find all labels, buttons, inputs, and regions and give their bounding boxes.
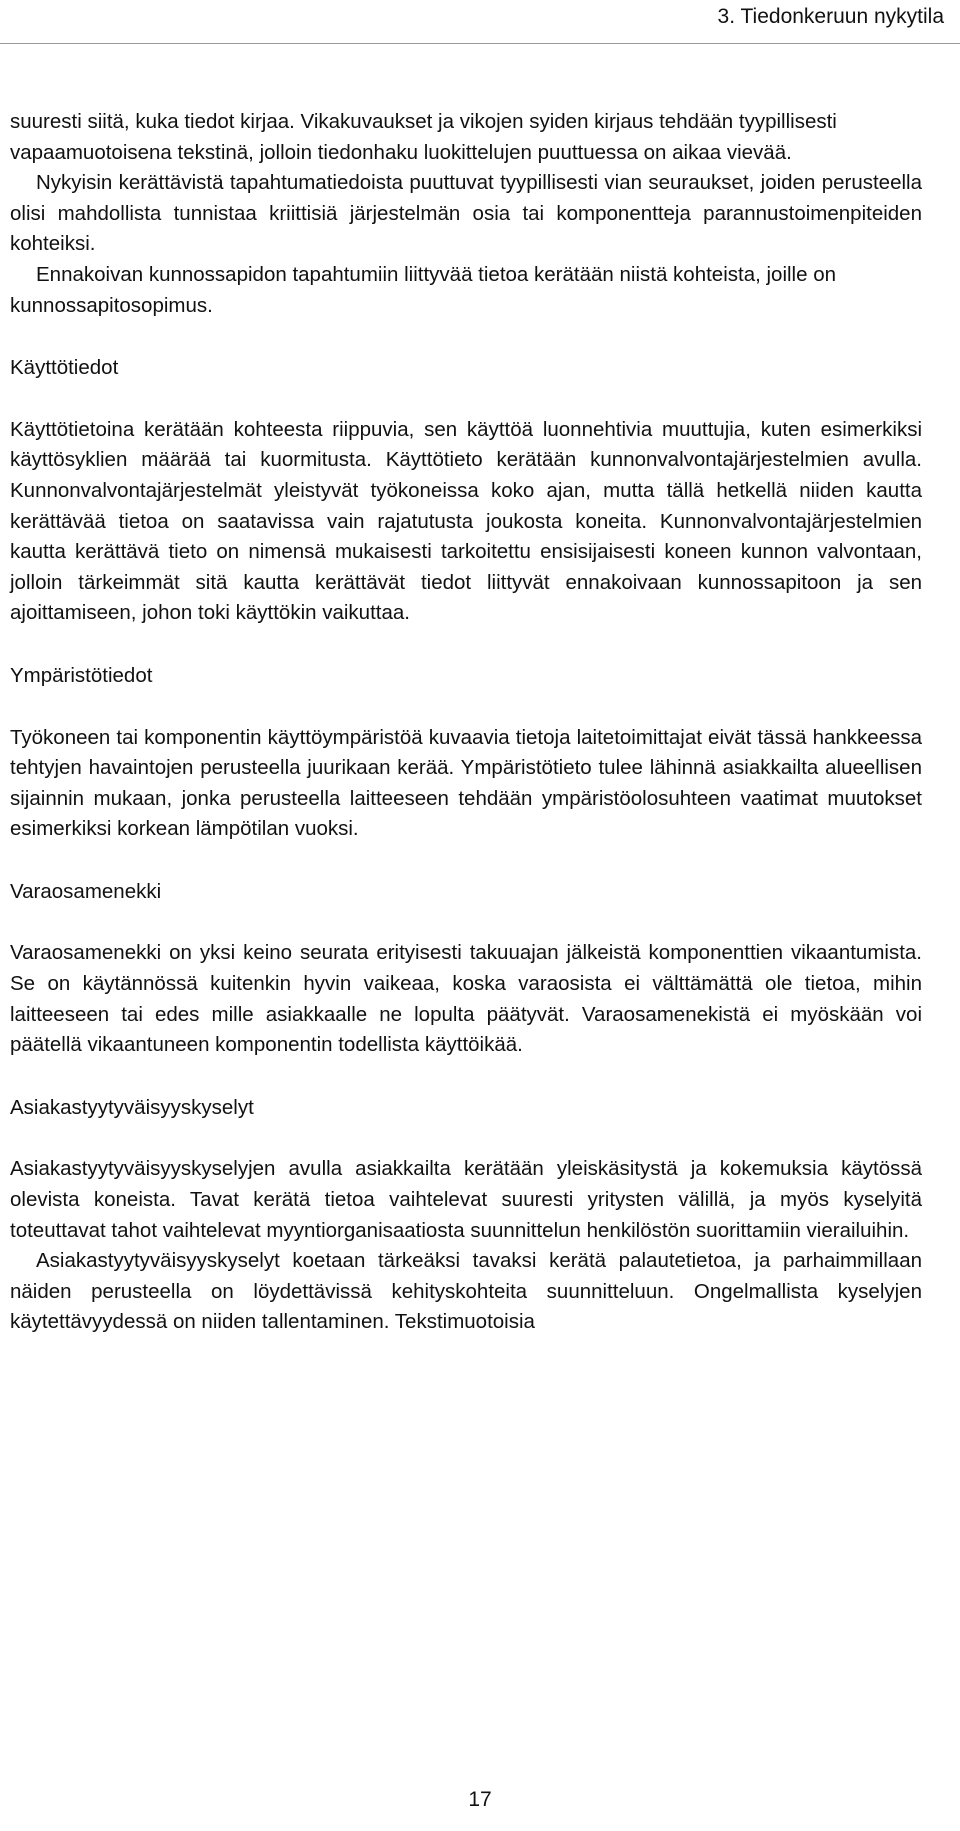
chapter-title: 3. Tiedonkeruun nykytila bbox=[717, 5, 944, 28]
paragraph-missing-fault-consequences: Nykyisin kerättävistä tapahtumatiedoista puuttuvat tyypillisesti vian seuraukset, joiden perusteella olisi mahdollista tunnistaa kriittisiä järjestelmän osia tai komponentteja parannustoimenpiteiden kohteiksi. bbox=[10, 171, 922, 256]
paragraph-continuation: suuresti siitä, kuka tiedot kirjaa. Vikakuvaukset ja vikojen syiden kirjaus tehdään tyypillisesti vapaamuotoisena tekstinä, jolloin tiedonhaku luokittelujen puuttuessa on aikaa vievää. bbox=[10, 110, 837, 164]
paragraph-varaosamenekki: Varaosamenekki on yksi keino seurata erityisesti takuuajan jälkeistä komponenttien vikaantumista. Se on käytännössä kuitenkin hyvin vaikeaa, koska varaosista ei välttämättä ole tietoa, mihin laitteeseen tai edes mille asiakkaalle ne lopulta päätyvät. Varaosamenekistä ei myöskään voi päätellä vikaantuneen komponentin todellista käyttöikää. bbox=[10, 941, 922, 1057]
page-number: 17 bbox=[468, 1788, 492, 1811]
paragraph-asiakastyytyvaisyyskyselyt-2: Asiakastyytyväisyyskyselyt koetaan tärkeäksi tavaksi kerätä palautetietoa, ja parhaimmillaan näiden perusteella on löydettävissä kehityskohteita suunnitteluun. Ongelmallista kyselyjen käytettävyydessä on niiden tallentaminen. Tekstimuotoisia bbox=[10, 1249, 922, 1334]
paragraph-ymparistotiedot: Työkoneen tai komponentin käyttöympäristöä kuvaavia tietoja laitetoimittajat eivät tässä hankkeessa tehtyjen havaintojen perusteella juurikaan kerää. Ympäristötieto tulee lähinnä asiakkailta alueellisen sijainnin mukaan, jonka perusteella laitteeseen tehdään ympäristöolosuhteen vaatimat muutokset esimerkiksi korkean lämpötilan vuoksi. bbox=[10, 725, 922, 841]
paragraph-kayttotiedot: Käyttötietoina kerätään kohteesta riippuvia, sen käyttöä luonnehtivia muuttujia, kuten esimerkiksi käyttösyklien määrää tai kuormitusta. Käyttötieto kerätään kunnonvalvontajärjestelmien avulla. Kunnonvalvontajärjestelmät yleistyvät työkoneissa koko ajan, mutta tällä hetkellä niiden kautta kerättävää tietoa on saatavissa vain rajatutusta joukosta koneita. Kunnonvalvontajärjestelmien kautta kerättävä tieto on nimensä mukaisesti tarkoitettu ensisijaisesti koneen kunnon valvontaan, jolloin tärkeimmät sitä kautta kerättävät tiedot liittyvät ennakoivaan kunnossapitoon ja sen ajoittamiseen, johon toki käyttökin vaikuttaa. bbox=[10, 417, 922, 625]
section-heading-ymparistotiedot: Ympäristötiedot bbox=[10, 663, 153, 687]
paragraph-predictive-maintenance: Ennakoivan kunnossapidon tapahtumiin liittyvää tietoa kerätään niistä kohteista, joille on kunnossapitosopimus. bbox=[10, 262, 837, 317]
section-heading-asiakastyytyvaisyyskyselyt: Asiakastyytyväisyyskyselyt bbox=[10, 1095, 254, 1119]
page-body bbox=[10, 107, 922, 1338]
running-header bbox=[0, 0, 960, 44]
paragraph-asiakastyytyvaisyyskyselyt-1: Asiakastyytyväisyyskyselyjen avulla asiakkailta kerätään yleiskäsitystä ja kokemuksia käytössä olevista koneista. Tavat kerätä tietoa vaihtelevat suuresti yritysten välillä, ja myös kyselyitä toteuttavat tahot vaihtelevat myyntiorganisaatiosta suunnittelun henkilöstön suorittamiin vierailuihin. bbox=[10, 1157, 922, 1242]
section-heading-kayttotiedot: Käyttötiedot bbox=[10, 356, 119, 380]
section-heading-varaosamenekki: Varaosamenekki bbox=[10, 879, 162, 903]
